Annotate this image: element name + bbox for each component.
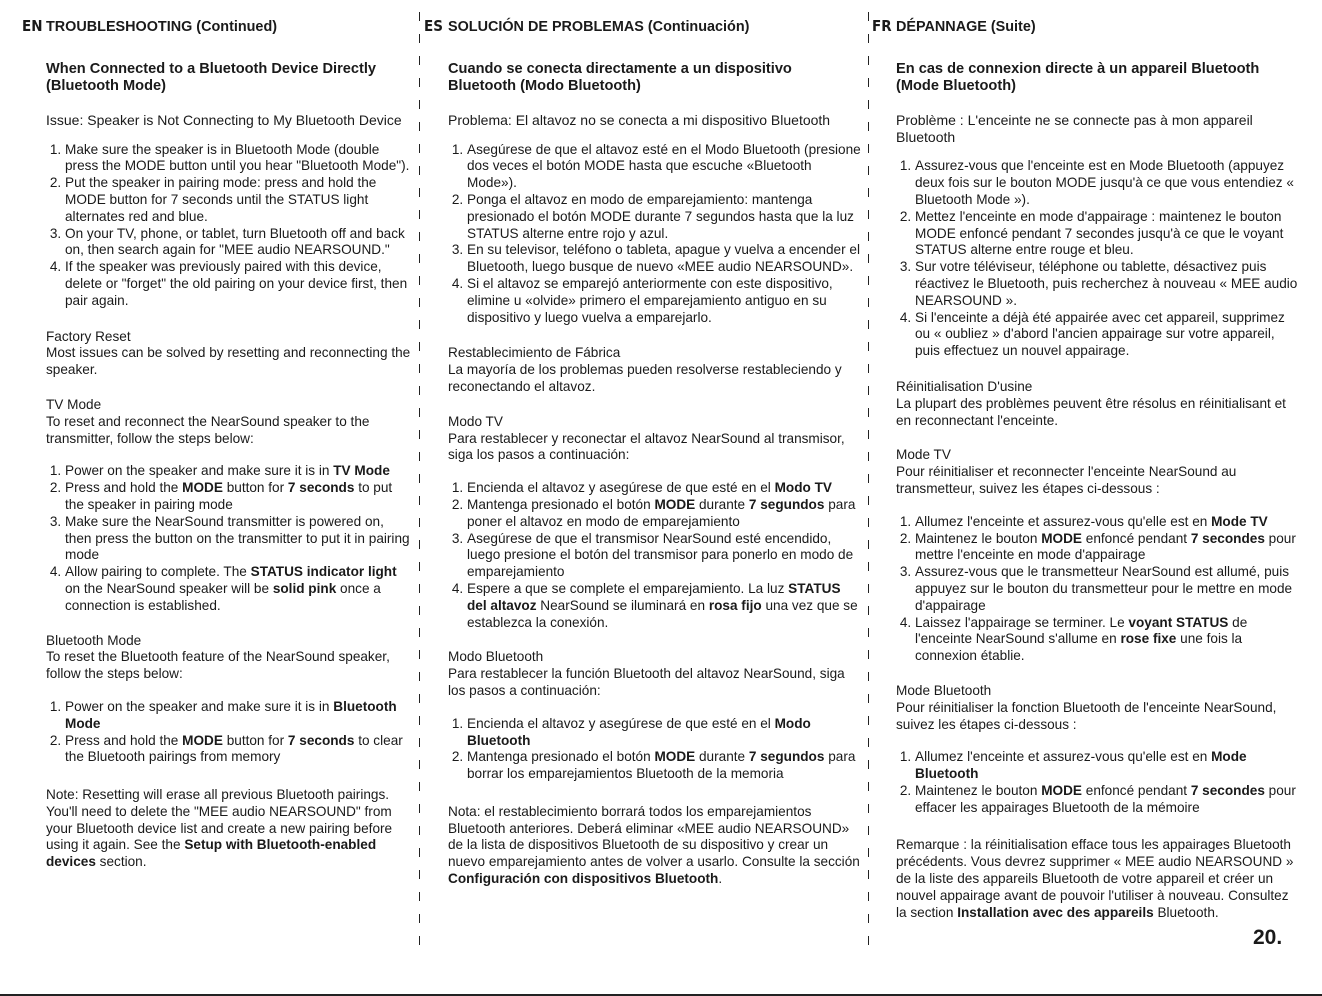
text-run: Note: Resetting will erase all previous Bluetooth pairings. You'll need to delete the "MEE audio NEARSOUND" from your Bluetooth device list and create a new pairing before using it again. See the <box>46 787 393 853</box>
text-run: Laissez l'appairage se terminer. Le <box>915 614 1129 630</box>
text-run: Maintenez le bouton <box>915 530 1042 546</box>
text-run: Mantenga presionado el botón <box>467 496 655 512</box>
text-run: durante <box>695 496 749 512</box>
text-run: to put the speaker in pairing mode <box>65 480 393 512</box>
language-tag: ES <box>424 17 443 35</box>
language-tag: EN <box>22 17 43 35</box>
section-title: TROUBLESHOOTING (Continued) <box>46 19 278 35</box>
bluetooth-mode-title: Mode Bluetooth <box>896 682 992 698</box>
bluetooth-mode-intro: Pour réinitialiser la fonction Bluetooth de l'enceinte NearSound, suivez les étapes ci-dessous : <box>896 699 1277 732</box>
text-run: NearSound se iluminará en <box>536 597 709 613</box>
reset-note <box>46 787 414 871</box>
bold-text: Mode TV <box>1211 513 1268 529</box>
bold-text: MODE <box>182 480 223 496</box>
list-item <box>467 716 862 750</box>
column-fr <box>872 18 1300 921</box>
list-item <box>467 497 862 531</box>
text-run: Espere a que se complete el emparejamiento. La luz <box>467 580 789 596</box>
text-run: Power on the speaker and make sure it is in <box>65 698 334 714</box>
list-item <box>915 615 1300 665</box>
text-run: Power on the speaker and make sure it is in <box>65 463 334 479</box>
bluetooth-mode-intro: Para restablecer la función Bluetooth del altavoz NearSound, siga los pasos a continuación: <box>448 666 845 698</box>
bold-text: STATUS indicator light <box>250 564 397 580</box>
bold-text: MODE <box>182 732 223 748</box>
text-run: . <box>718 871 723 887</box>
list-item: 4. Si l'enceinte a déjà été appairée avec cet appareil, supprimez ou « oubliez » d'abord l'ancien appairage sur votre appareil, puis effectuez un nouvel appairage. <box>915 310 1300 360</box>
bold-text: rose fixe <box>1120 631 1177 647</box>
subsection-heading: When Connected to a Bluetooth Device Directly (Bluetooth Mode) <box>46 60 377 94</box>
text-run: para borrar los emparejamientos Bluetooth de la memoria <box>467 749 856 782</box>
bold-text: MODE <box>1041 530 1082 546</box>
list-item <box>915 514 1300 531</box>
bluetooth-mode-title: Bluetooth Mode <box>46 632 142 648</box>
troubleshoot-steps <box>896 158 1300 360</box>
list-item <box>65 480 414 514</box>
section-header <box>22 18 414 36</box>
list-item <box>467 749 862 783</box>
list-item: 1. Make sure the speaker is in Bluetooth Mode (double press the MODE button until you hear "Bluetooth Mode"). <box>65 142 414 176</box>
tv-mode-title: Mode TV <box>896 447 951 463</box>
text-run: Maintenez le bouton <box>915 782 1042 798</box>
text-run: Remarque : la réinitialisation efface tous les appairages Bluetooth précédents. Vous devrez supprimer « MEE audio NEARSOUND » de la liste des appareils Bluetooth de votre appareil et créer un nouvel appairage avant de pouvoir l'utiliser à nouveau. Consultez la section <box>896 837 1294 920</box>
factory-reset-text: La plupart des problèmes peuvent être résolus en réinitialisant et en reconnectant l'enceinte. <box>896 395 1286 428</box>
list-item: 3. En su televisor, teléfono o tableta, apague y vuelva a encender el Bluetooth, luego busque de nuevo «MEE audio NEARSOUND». <box>467 242 862 276</box>
subsection-heading: En cas de connexion directe à un appareil Bluetooth (Mode Bluetooth) <box>896 60 1260 94</box>
section-title: SOLUCIÓN DE PROBLEMAS (Continuación) <box>448 19 750 35</box>
column-es <box>424 18 862 888</box>
list-item: 1. Asegúrese de que el altavoz esté en el Modo Bluetooth (presione dos veces el botón MODE hasta que escuche «Bluetooth Mode»). <box>467 142 862 192</box>
bold-text: MODE <box>1041 782 1082 798</box>
list-item <box>467 531 862 581</box>
subsection-heading: Cuando se conecta directamente a un dispositivo Bluetooth (Modo Bluetooth) <box>448 60 792 94</box>
text-run: pour effacer les appairages Bluetooth de la mémoire <box>915 782 1296 815</box>
list-item <box>65 463 414 480</box>
list-item <box>65 514 414 564</box>
text-run: Allow pairing to complete. The <box>65 564 251 580</box>
list-item <box>915 531 1300 565</box>
bluetooth-mode-title: Modo Bluetooth <box>448 649 544 665</box>
page-number: 20. <box>1253 926 1283 949</box>
bold-text: Installation avec des appareils <box>957 904 1154 920</box>
troubleshoot-steps <box>46 142 414 310</box>
issue-title: Problema: El altavoz no se conecta a mi dispositivo Bluetooth <box>448 111 831 128</box>
bluetooth-mode-steps <box>896 749 1300 816</box>
text-run: para poner el altavoz en modo de emparejamiento <box>467 496 856 529</box>
list-item: 4. If the speaker was previously paired with this device, delete or "forget" the old pairing on your device first, then pair again. <box>65 259 414 309</box>
bold-text: voyant STATUS <box>1128 614 1229 630</box>
text-run: Press and hold the <box>65 480 183 496</box>
text-run: button for <box>222 732 288 748</box>
bold-text: 7 seconds <box>287 732 355 748</box>
section-title: DÉPANNAGE (Suite) <box>896 19 1036 35</box>
tv-mode-intro: To reset and reconnect the NearSound speaker to the transmitter, follow the steps below: <box>46 413 370 446</box>
bold-text: Modo Bluetooth <box>467 715 811 748</box>
bold-text: 7 secondes <box>1190 530 1265 546</box>
list-item <box>65 733 414 767</box>
bold-text: Setup with Bluetooth-enabled devices <box>46 837 377 870</box>
text-run: Encienda el altavoz y asegúrese de que esté en el <box>467 480 775 496</box>
section-header <box>872 18 1300 36</box>
text-run: une fois la connexion établie. <box>915 631 1243 664</box>
list-item <box>467 480 862 497</box>
text-run: button for <box>222 480 288 496</box>
issue-title: Problème : L'enceinte ne se connecte pas à mon appareil Bluetooth <box>896 111 1253 145</box>
text-run: enfoncé pendant <box>1082 530 1191 546</box>
list-item: 3. Sur votre téléviseur, téléphone ou tablette, désactivez puis réactivez le Bluetooth, puis recherchez à nouveau « MEE audio NEARSOUND ». <box>915 259 1300 309</box>
tv-mode-title: TV Mode <box>46 396 102 412</box>
text-run: on the NearSound speaker will be <box>65 580 273 596</box>
language-tag: FR <box>872 17 892 35</box>
list-item: 3. On your TV, phone, or tablet, turn Bluetooth off and back on, then search again for "MEE audio NEARSOUND." <box>65 226 414 260</box>
factory-reset-title: Réinitialisation D'usine <box>896 378 1033 394</box>
text-run: enfoncé pendant <box>1082 782 1191 798</box>
list-item <box>65 564 414 614</box>
factory-reset-title: Factory Reset <box>46 328 131 344</box>
list-item <box>467 581 862 631</box>
list-item <box>915 564 1300 614</box>
bold-text: solid pink <box>272 580 337 596</box>
text-run: Asegúrese de que el transmisor NearSound esté encendido, luego presione el botón del transmisor para ponerlo en modo de emparejamiento <box>467 530 854 580</box>
text-run: to clear the Bluetooth pairings from memory <box>65 732 403 765</box>
bold-text: MODE <box>654 749 696 765</box>
bold-text: Bluetooth Mode <box>65 698 397 731</box>
bold-text: 7 seconds <box>287 480 355 496</box>
text-run: Allumez l'enceinte et assurez-vous qu'elle est en <box>915 749 1212 765</box>
text-run: Allumez l'enceinte et assurez-vous qu'elle est en <box>915 513 1212 529</box>
column-body <box>424 61 862 888</box>
text-run: Bluetooth. <box>1153 904 1219 920</box>
text-run: Press and hold the <box>65 732 183 748</box>
tv-mode-title: Modo TV <box>448 413 503 429</box>
list-item: 2. Ponga el altavoz en modo de emparejamiento: mantenga presionado el botón MODE durante 7 segundos hasta que la luz STATUS alterne entre rojo y azul. <box>467 192 862 242</box>
text-run: once a connection is established. <box>65 580 381 613</box>
column-divider-1 <box>419 12 420 954</box>
bold-text: MODE <box>654 496 696 512</box>
bold-text: Mode Bluetooth <box>915 749 1247 782</box>
list-item: 4. Si el altavoz se emparejó anteriormente con este dispositivo, elimine u «olvide» primero el emparejamiento antiguo en su dispositivo y luego vuelva a emparejarlo. <box>467 276 862 326</box>
bold-text: 7 secondes <box>1190 782 1265 798</box>
tv-mode-intro: Para restablecer y reconectar el altavoz NearSound al transmisor, siga los pasos a continuación: <box>448 430 845 463</box>
troubleshoot-steps <box>448 142 862 327</box>
column-body <box>22 61 414 871</box>
factory-reset-title: Restablecimiento de Fábrica <box>448 345 621 361</box>
bluetooth-mode-steps <box>46 699 414 766</box>
bold-text: STATUS del altavoz <box>467 580 841 613</box>
issue-title: Issue: Speaker is Not Connecting to My Bluetooth Device <box>46 111 402 128</box>
text-run: pour mettre l'enceinte en mode d'appairage <box>915 530 1296 563</box>
bold-text: TV Mode <box>333 463 390 479</box>
text-run: Encienda el altavoz y asegúrese de que esté en el <box>467 715 775 731</box>
list-item: 2. Mettez l'enceinte en mode d'appairage : maintenez le bouton MODE enfoncé pendant 7 secondes jusqu'à ce que le voyant STATUS alterne entre rouge et bleu. <box>915 209 1300 259</box>
bold-text: Configuración con dispositivos Bluetooth <box>448 871 719 887</box>
bold-text: rosa fijo <box>708 597 762 613</box>
column-en <box>22 18 414 871</box>
tv-mode-steps <box>448 480 862 631</box>
list-item: 1. Assurez-vous que l'enceinte est en Mode Bluetooth (appuyez deux fois sur le bouton MODE jusqu'à ce que vous entendiez « Bluetooth Mode »). <box>915 158 1300 208</box>
text-run: Nota: el restablecimiento borrará todos los emparejamientos Bluetooth anteriores. Deberá eliminar «MEE audio NEARSOUND» de la lista de dispositivos Bluetooth de su dispositivo y crear un nuevo emparejamiento antes de volver a usarlo. Consulte la sección <box>448 803 860 870</box>
text-run: Assurez-vous que le transmetteur NearSound est allumé, puis appuyez sur le bouton du transmetteur pour le mettre en mode d'appairage <box>915 564 1293 613</box>
text-run: section. <box>95 854 147 870</box>
tv-mode-steps <box>46 463 414 614</box>
reset-note <box>448 804 862 888</box>
tv-mode-steps <box>896 514 1300 665</box>
text-run: una vez que se establezca la conexión. <box>467 597 858 630</box>
list-item: 2. Put the speaker in pairing mode: press and hold the MODE button for 7 seconds until the STATUS light alternates red and blue. <box>65 175 414 225</box>
bold-text: Modo TV <box>774 480 832 496</box>
text-run: Make sure the NearSound transmitter is powered on, then press the button on the transmitter to put it in pairing mode <box>65 513 410 563</box>
text-run: Mantenga presionado el botón <box>467 749 655 765</box>
text-run: durante <box>695 749 749 765</box>
text-run: de l'enceinte NearSound s'allume en <box>915 614 1248 647</box>
section-header <box>424 18 862 36</box>
bold-text: 7 segundos <box>748 749 825 765</box>
factory-reset-text: La mayoría de los problemas pueden resolverse restableciendo y reconectando el altavoz. <box>448 362 842 394</box>
list-item <box>915 783 1300 817</box>
reset-note <box>896 837 1300 921</box>
column-body <box>872 61 1300 922</box>
bluetooth-mode-intro: To reset the Bluetooth feature of the NearSound speaker, follow the steps below: <box>46 649 390 682</box>
list-item <box>65 699 414 733</box>
bold-text: 7 segundos <box>748 496 825 512</box>
list-item <box>915 749 1300 783</box>
factory-reset-text: Most issues can be solved by resetting and reconnecting the speaker. <box>46 345 411 378</box>
bluetooth-mode-steps <box>448 716 862 783</box>
column-divider-2 <box>868 12 869 954</box>
tv-mode-intro: Pour réinitialiser et reconnecter l'enceinte NearSound au transmetteur, suivez les étapes ci-dessous : <box>896 464 1237 496</box>
